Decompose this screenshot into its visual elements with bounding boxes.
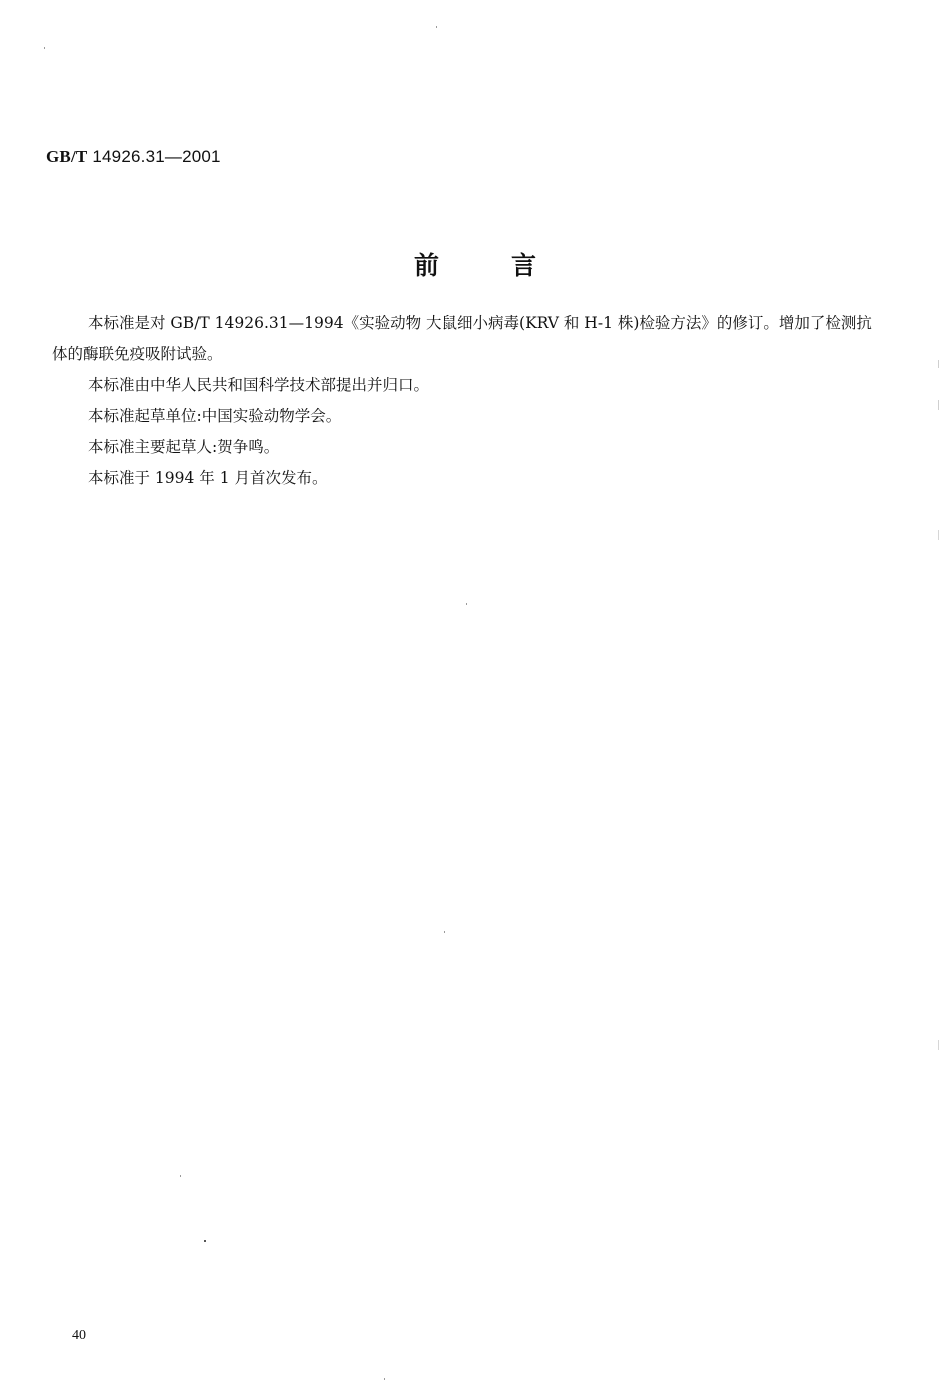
page-number: 40 [72,1328,86,1343]
scan-speck [436,26,437,28]
scan-speck [938,530,939,540]
scan-speck [938,400,939,410]
paragraph-first-release: 本标准于 1994 年 1 月首次发布。 [88,469,328,487]
paragraph-drafter: 本标准主要起草人:贺争鸣。 [88,438,280,456]
standard-code [46,147,221,167]
standard-prefix: GB/T [46,147,88,166]
paragraph-revision: 本标准是对 GB/T 14926.31—1994《实验动物 大鼠细小病毒(KRV 和 H-1 株)检验方法》的修订。增加了检测抗体的酶联免疫吸附试验。 [52,314,872,363]
paragraph-proposer: 本标准由中华人民共和国科学技术部提出并归口。 [88,376,430,394]
standard-number: 14926.31—2001 [92,147,221,166]
scan-speck [204,1240,206,1242]
scan-speck [938,360,939,368]
scan-speck [466,603,467,605]
title-char-2: 言 [511,251,537,280]
scan-speck [44,47,45,49]
scan-speck [384,1378,385,1380]
scan-speck [938,1040,939,1050]
foreword-body [52,308,872,494]
scan-speck [180,1175,181,1177]
paragraph-drafting-unit: 本标准起草单位:中国实验动物学会。 [88,407,342,425]
scan-speck [444,931,445,933]
title-char-1: 前 [413,251,439,280]
page-title [0,246,950,282]
